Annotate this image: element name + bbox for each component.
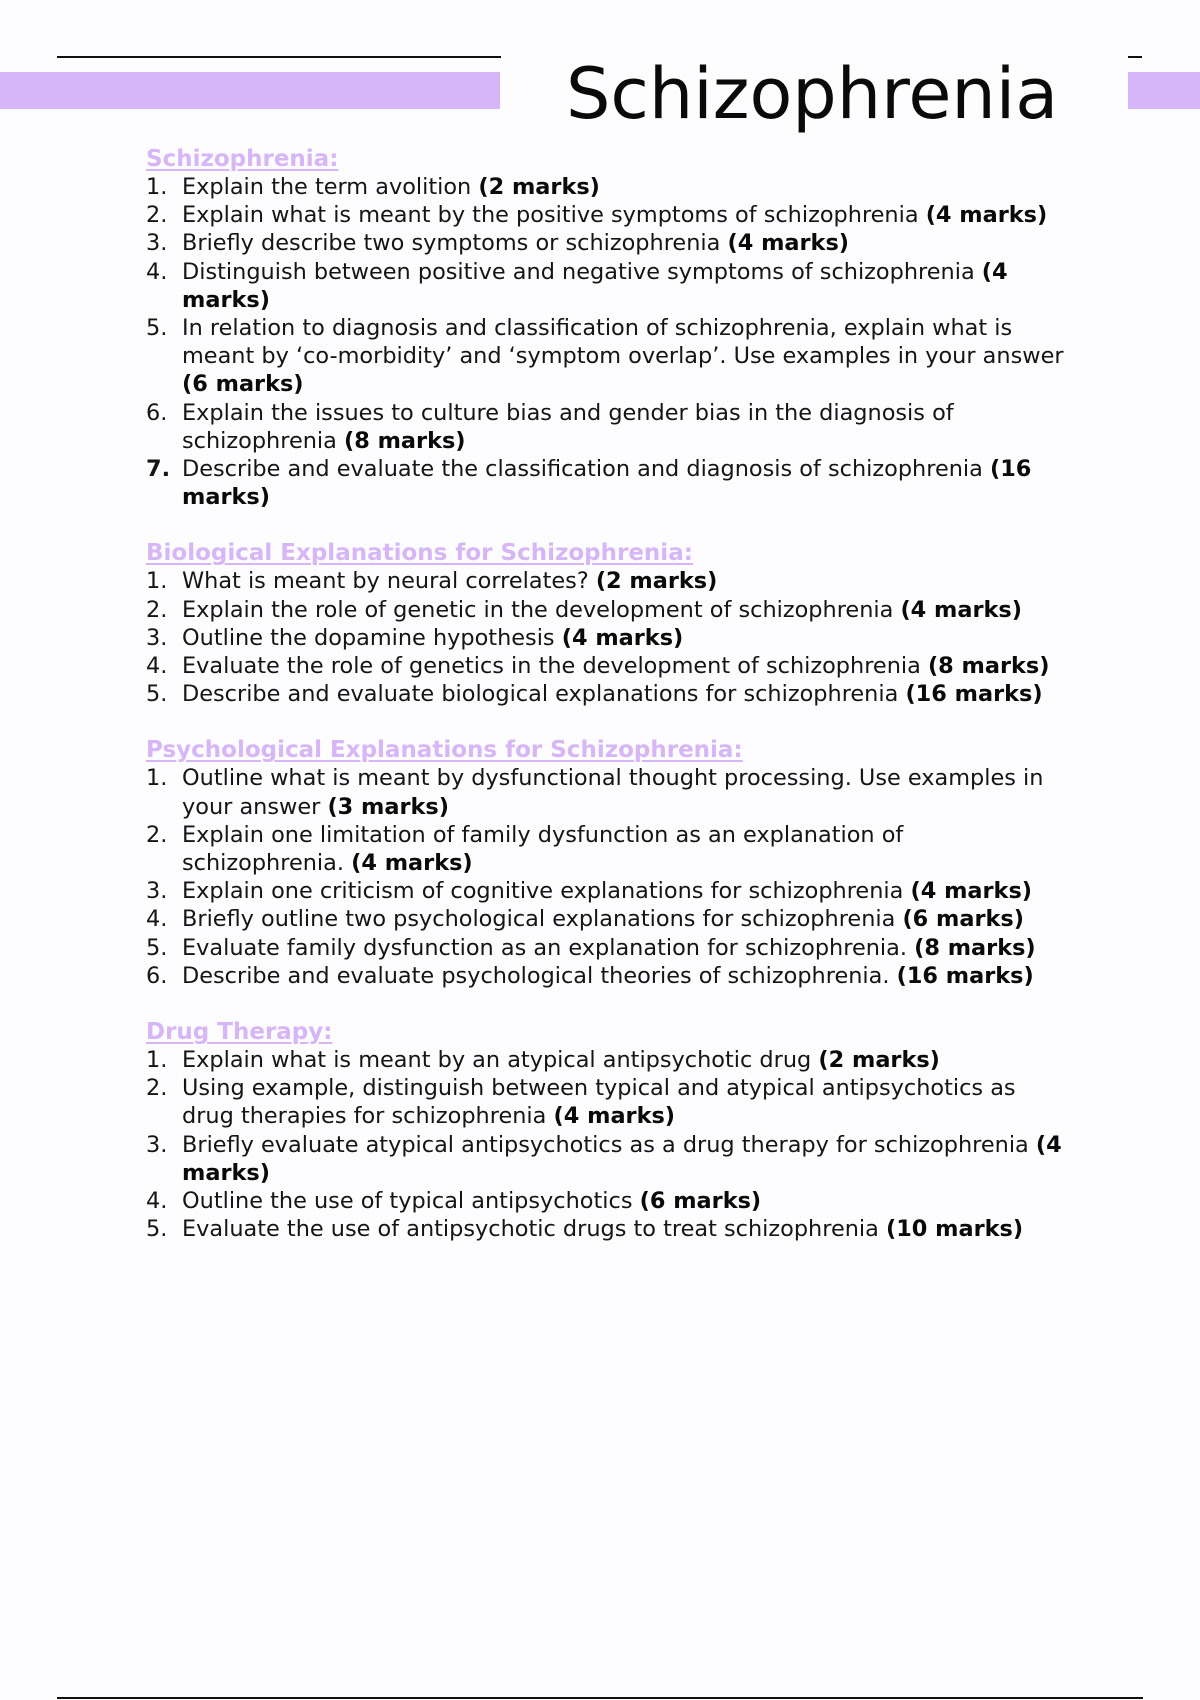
question-text: Briefly outline two psychological explanations for schizophrenia — [182, 906, 903, 933]
question-marks: (6 marks) — [639, 1188, 762, 1215]
question-item — [146, 1131, 1066, 1187]
question-marks: (8 marks) — [914, 934, 1036, 961]
question-item — [146, 624, 1066, 652]
question-text: Briefly evaluate atypical antipsychotics as a drug therapy for schizophrenia — [182, 1131, 1036, 1158]
question-marks: (6 marks) — [902, 906, 1024, 933]
question-text: Outline what is meant by dysfunctional thought processing. Use examples in your answer — [182, 765, 1044, 820]
header-rule-left — [57, 56, 501, 58]
question-text: Explain what is meant by an atypical antipsychotic drug — [182, 1047, 819, 1074]
question-number: 2. — [146, 821, 168, 848]
section-biological — [146, 539, 1066, 708]
question-text: Outline the dopamine hypothesis — [182, 624, 562, 651]
question-item — [146, 652, 1066, 680]
question-item — [146, 962, 1066, 990]
section-heading: Psychological Explanations for Schizophrenia: — [146, 737, 743, 764]
question-marks: (4 marks) — [553, 1103, 676, 1130]
question-marks: (8 marks) — [927, 653, 1050, 680]
section-heading: Drug Therapy: — [146, 1019, 333, 1046]
question-number: 1. — [146, 765, 168, 792]
question-text: Explain the term avolition — [182, 174, 479, 200]
question-number: 5. — [146, 315, 168, 342]
question-marks: (16 marks) — [896, 962, 1034, 989]
question-item — [146, 201, 1066, 229]
question-number: 5. — [146, 934, 168, 961]
question-item — [146, 455, 1066, 511]
question-number: 3. — [146, 1131, 168, 1158]
question-item — [146, 258, 1066, 314]
question-number: 5. — [146, 1216, 168, 1243]
page-title: Schizophrenia — [566, 53, 1059, 135]
question-marks: (4 marks) — [182, 1131, 1062, 1186]
question-text: Explain the role of genetic in the development of schizophrenia — [182, 596, 901, 623]
section-classification — [146, 145, 1066, 511]
question-marks: (4 marks) — [561, 624, 684, 651]
question-number: 2. — [146, 202, 168, 229]
question-text: Describe and evaluate psychological theories of schizophrenia. — [182, 962, 897, 989]
section-heading: Schizophrenia: — [146, 146, 339, 172]
question-number: 4. — [146, 1188, 168, 1215]
question-text: Evaluate the role of genetics in the development of schizophrenia — [182, 653, 928, 680]
question-marks: (2 marks) — [478, 174, 600, 200]
question-item — [146, 1187, 1066, 1215]
question-item — [146, 934, 1066, 962]
question-number: 2. — [146, 1075, 168, 1102]
question-marks: (8 marks) — [343, 427, 466, 454]
question-item — [146, 1215, 1066, 1243]
question-number: 3. — [146, 624, 168, 651]
question-text: Briefly describe two symptoms or schizophrenia — [182, 230, 728, 257]
question-number: 2. — [146, 596, 168, 623]
question-text: Evaluate family dysfunction as an explanation for schizophrenia. — [182, 934, 915, 961]
question-item — [146, 821, 1066, 877]
question-number: 3. — [146, 230, 168, 257]
section-drug-therapy — [146, 1018, 1066, 1243]
header-rule-right — [1128, 56, 1142, 58]
question-number: 7. — [146, 456, 171, 483]
question-marks: (6 marks) — [182, 371, 304, 398]
question-text: Explain one criticism of cognitive explanations for schizophrenia — [182, 878, 911, 905]
question-number: 1. — [146, 1047, 168, 1074]
question-item — [146, 877, 1066, 905]
question-list — [146, 1046, 1066, 1243]
question-marks: (3 marks) — [327, 793, 449, 820]
section-heading: Biological Explanations for Schizophrenia: — [146, 540, 693, 567]
question-item — [146, 1074, 1066, 1130]
question-text: Outline the use of typical antipsychotics — [182, 1188, 640, 1215]
question-item — [146, 314, 1066, 399]
question-item — [146, 596, 1066, 624]
question-marks: (4 marks) — [351, 850, 473, 877]
question-list — [146, 764, 1066, 990]
question-number: 4. — [146, 258, 168, 285]
header-accent-band-left — [0, 72, 500, 109]
question-number: 5. — [146, 681, 168, 708]
question-sheet — [146, 145, 1066, 1272]
question-marks: (4 marks) — [910, 878, 1033, 905]
question-marks: (16 marks) — [905, 681, 1043, 708]
question-marks: (4 marks) — [182, 258, 1008, 313]
question-text: Explain what is meant by the positive symptoms of schizophrenia — [182, 202, 926, 229]
question-marks: (4 marks) — [900, 596, 1022, 623]
question-item — [146, 1046, 1066, 1074]
question-text: What is meant by neural correlates? — [182, 568, 596, 595]
question-item — [146, 680, 1066, 708]
question-marks: (4 marks) — [925, 202, 1048, 229]
question-text: Describe and evaluate the classification and diagnosis of schizophrenia — [182, 456, 990, 483]
question-item — [146, 173, 1066, 201]
question-marks: (10 marks) — [885, 1216, 1024, 1243]
question-item — [146, 399, 1066, 455]
question-item — [146, 229, 1066, 257]
question-list — [146, 173, 1066, 511]
question-item — [146, 905, 1066, 933]
question-text: In relation to diagnosis and classification of schizophrenia, explain what is meant by ‘co-morbidity’ and ‘symptom overlap’. Use examples in your answer — [182, 315, 1064, 370]
question-text: Explain one limitation of family dysfunction as an explanation of schizophrenia. — [182, 821, 904, 877]
header-accent-band-right — [1128, 72, 1200, 109]
question-marks: (4 marks) — [727, 230, 850, 257]
section-psychological — [146, 736, 1066, 990]
question-text: Distinguish between positive and negative symptoms of schizophrenia — [182, 258, 982, 285]
question-number: 1. — [146, 568, 168, 595]
question-number: 6. — [146, 399, 168, 426]
question-item — [146, 764, 1066, 820]
question-marks: (2 marks) — [595, 568, 718, 595]
question-number: 6. — [146, 962, 168, 989]
question-text: Explain the issues to culture bias and gender bias in the diagnosis of schizophrenia — [182, 399, 954, 454]
question-item — [146, 567, 1066, 595]
question-list — [146, 567, 1066, 708]
question-number: 3. — [146, 878, 168, 905]
question-number: 4. — [146, 653, 168, 680]
question-text: Using example, distinguish between typical and atypical antipsychotics as drug therapies for schizophrenia — [182, 1075, 1016, 1130]
question-marks: (2 marks) — [818, 1047, 940, 1074]
question-text: Describe and evaluate biological explanations for schizophrenia — [182, 681, 906, 708]
question-marks: (16 marks) — [182, 456, 1032, 511]
question-text: Evaluate the use of antipsychotic drugs to treat schizophrenia — [182, 1216, 886, 1243]
footer-rule — [57, 1697, 1143, 1699]
question-number: 1. — [146, 174, 168, 200]
question-number: 4. — [146, 906, 168, 933]
